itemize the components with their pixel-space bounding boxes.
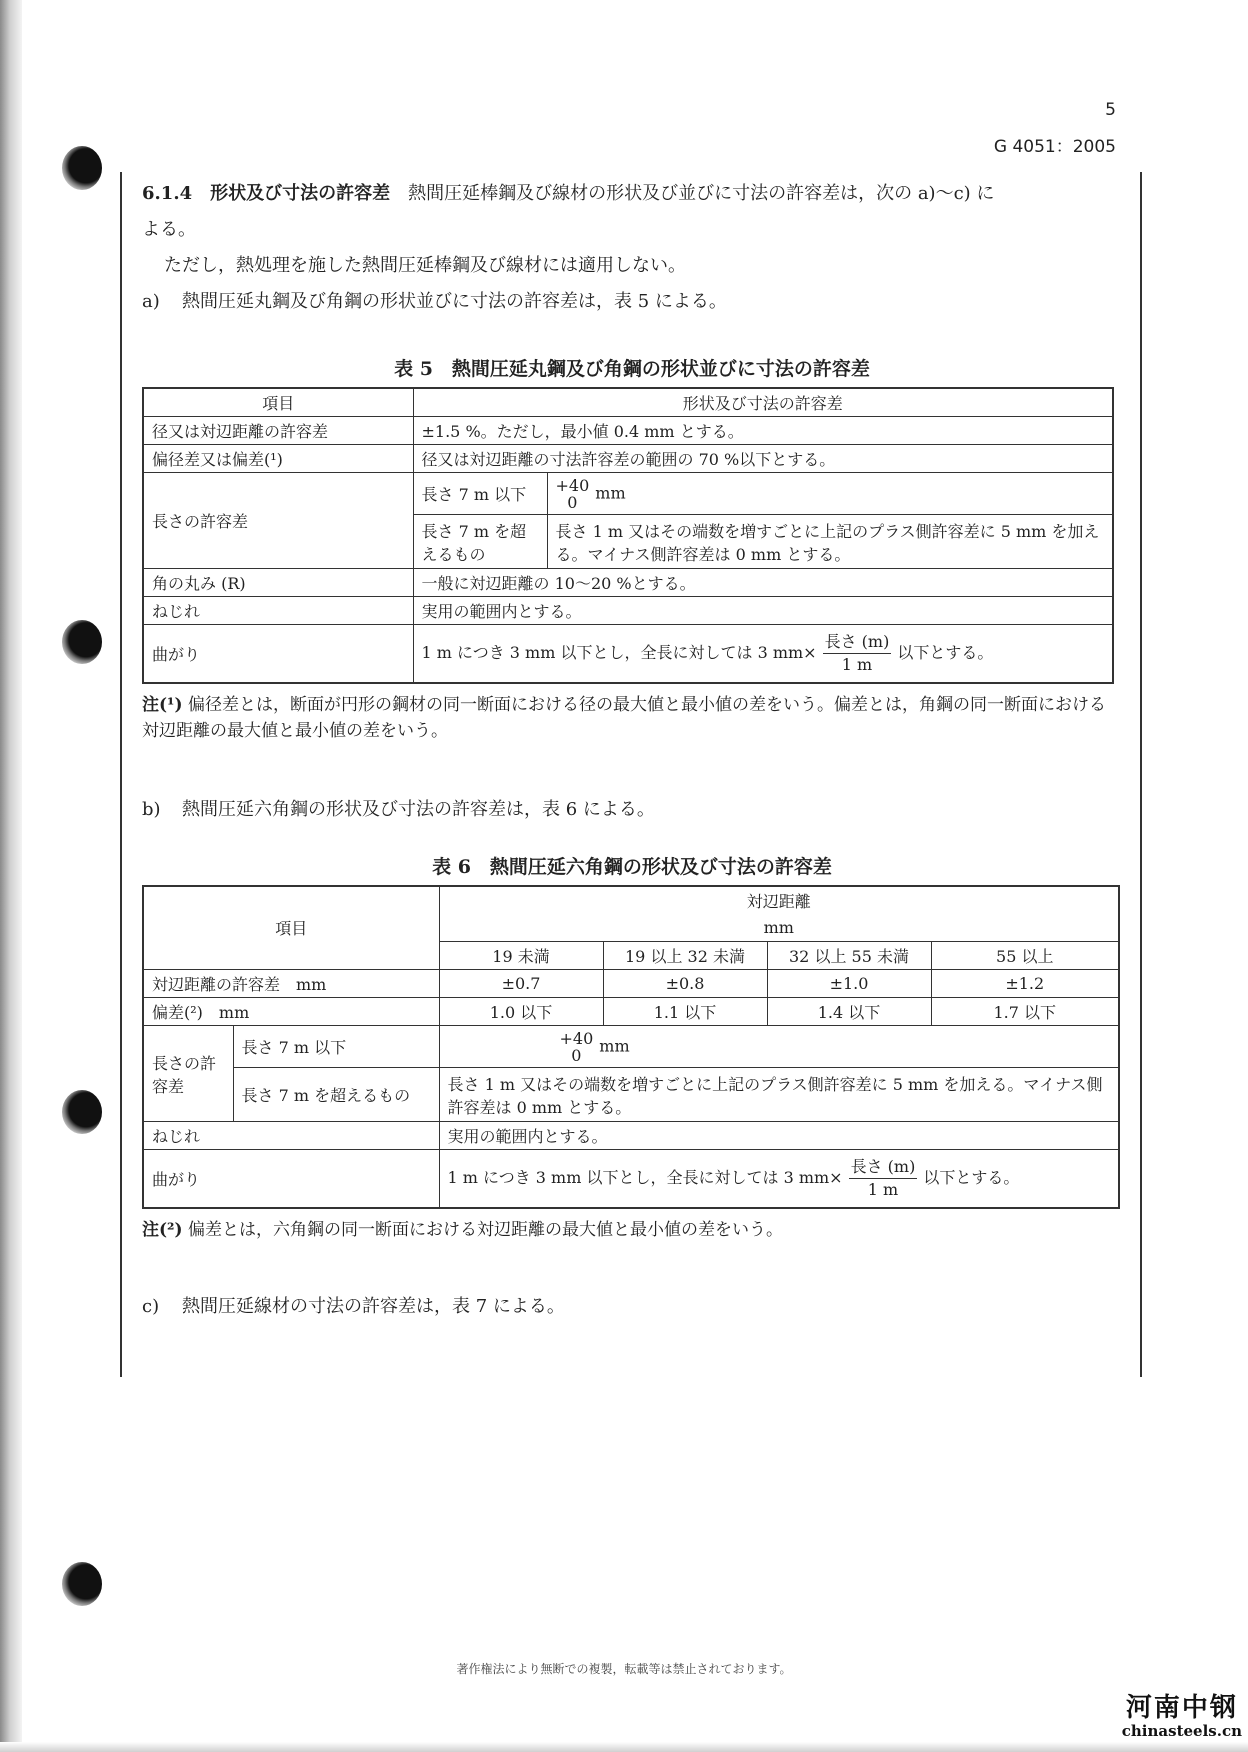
table5-diameter-item: 径又は対辺距離の許容差 [143,417,413,445]
table5-bend-value [413,625,1113,683]
clause-text-line2: よる。 [142,219,196,240]
punch-hole [62,620,102,664]
bend-text-pre: 1 m につき 3 mm 以下とし，全長に対しては 3 mm× [421,642,817,662]
punch-hole [62,1090,102,1134]
table-row [143,473,1113,515]
table6-twist-item: ねじれ [143,1122,439,1150]
table-cell: ±1.2 [931,970,1119,998]
clause-title: 形状及び寸法の許容差 [210,183,391,204]
tolerance-stack [560,1030,594,1064]
table5-length-sub2-value: 長さ 1 m 又はその端数を増すごとに上記のプラス側許容差に 5 mm を加える。マイナス側許容差は 0 mm とする。 [547,515,1113,569]
clause-exception: ただし，熱処理を施した熱間圧延棒鋼及び線材には適用しない。 [164,255,686,276]
note-text: 偏差とは，六角鋼の同一断面における対辺距離の最大値と最小値の差をいう。 [187,1219,783,1240]
copyright-footer: 著作権法により無断での複製，転載等は禁止されております。 [456,1662,792,1676]
table-cell: ±1.0 [767,970,931,998]
table5 [142,387,1114,684]
table6-bend-value [439,1150,1119,1208]
table-row [143,597,1113,625]
fraction-denominator: 1 m [867,1179,899,1199]
table-cell: 1.7 以下 [931,998,1119,1026]
table-row [143,569,1113,597]
table-row [143,1026,1119,1068]
clause-number: 6.1.4 [142,183,193,204]
table-row [143,998,1119,1026]
table-row [143,1122,1119,1150]
tolerance-stack [556,477,590,511]
page-binding-edge [0,0,22,1752]
table5-ovality-item: 偏径差又は偏差(¹) [143,445,413,473]
tolerance-plus: +40 [555,475,590,495]
item-b-text: 熱間圧延六角鋼の形状及び寸法の許容差は，表 6 による。 [182,798,655,820]
table5-note [142,692,1122,744]
item-c-label: c) [142,1295,160,1317]
table6-note [142,1217,1122,1243]
table-cell: 1.4 以下 [767,998,931,1026]
table5-header-item: 項目 [143,388,413,417]
table5-diameter-value: ±1.5 %。ただし，最小値 0.4 mm とする。 [413,417,1113,445]
fraction-numerator: 長さ (m) [849,1156,918,1179]
standard-code: G 4051：2005 [993,137,1116,157]
table5-length-sub1-label: 長さ 7 m 以下 [413,473,547,515]
size-class-header: 32 以上 55 未満 [767,942,931,970]
table6-header-distance: 対辺距離 [439,886,1119,914]
table6-header-unit: mm [439,914,1119,942]
tolerance-unit: mm [599,1036,630,1055]
size-class-header: 19 以上 32 未満 [603,942,767,970]
table5-header-tolerance: 形状及び寸法の許容差 [413,388,1113,417]
table-row [143,417,1113,445]
table6-length-sub1-value [439,1026,1119,1068]
table6-length-sub2-value: 長さ 1 m 又はその端数を増すごとに上記のプラス側許容差に 5 mm を加える。マイナス側許容差は 0 mm とする。 [439,1068,1119,1122]
fraction-denominator: 1 m [841,654,873,674]
table5-ovality-value: 径又は対辺距離の寸法許容差の範囲の 70 %以下とする。 [413,445,1113,473]
tolerance-unit: mm [595,483,626,502]
bend-text-post: 以下とする。 [897,642,994,662]
bend-text-post: 以下とする。 [923,1167,1020,1187]
page-bottom-edge [0,1742,1248,1752]
table-cell: 1.0 以下 [439,998,603,1026]
table6-deviation-item: 偏差(²) mm [143,998,439,1026]
size-class-header: 55 以上 [931,942,1119,970]
watermark [1122,1694,1242,1740]
table5-caption: 表 5 熱間圧延丸鋼及び角鋼の形状並びに寸法の許容差 [394,358,870,380]
item-b [142,792,1122,828]
table6-header-item: 項目 [143,886,439,970]
note-label: 注(²) [142,1219,183,1240]
table5-corner-value: 一般に対辺距離の 10～20 %とする。 [413,569,1113,597]
table6-tolerance-item: 対辺距離の許容差 mm [143,970,439,998]
watermark-site: chinasteels.cn [1121,1722,1242,1740]
item-a [142,284,1122,320]
page-number: 5 [1105,100,1116,120]
table-cell: ±0.7 [439,970,603,998]
table5-twist-item: ねじれ [143,597,413,625]
punch-hole [62,1562,102,1606]
tolerance-minus: 0 [571,1045,582,1065]
table6-twist-value: 実用の範囲内とする。 [439,1122,1119,1150]
table-row [143,625,1113,683]
main-content [142,176,1122,1325]
item-c [142,1289,1122,1325]
table6-caption: 表 6 熱間圧延六角鋼の形状及び寸法の許容差 [432,855,832,878]
item-a-text: 熱間圧延丸鋼及び角鋼の形状並びに寸法の許容差は，表 5 による。 [182,291,727,312]
table-row [143,1068,1119,1122]
note-text: 偏径差とは，断面が円形の鋼材の同一断面における径の最大値と最小値の差をいう。偏差とは，角鋼の同一断面における対辺距離の最大値と最小値の差をいう。 [142,694,1106,741]
bend-fraction [823,631,892,676]
table6-length-sub1-label: 長さ 7 m 以下 [233,1026,439,1068]
table5-header-row [143,388,1113,417]
bend-fraction [849,1156,918,1201]
table5-twist-value: 実用の範囲内とする。 [413,597,1113,625]
item-a-label: a) [142,291,160,312]
table6-length-sub2-label: 長さ 7 m を超えるもの [233,1068,439,1122]
table5-bend-item: 曲がり [143,625,413,683]
table5-length-sub2-label: 長さ 7 m を超えるもの [413,515,547,569]
size-class-header: 19 未満 [439,942,603,970]
table-cell: 1.1 以下 [603,998,767,1026]
punch-hole [62,146,102,190]
clause-paragraph [142,176,1122,248]
item-c-text: 熱間圧延線材の寸法の許容差は，表 7 による。 [182,1295,565,1317]
watermark-logo: 河南中钢 [1125,1693,1238,1723]
table-row [143,1150,1119,1208]
table6-bend-item: 曲がり [143,1150,439,1208]
table5-length-item: 長さの許容差 [143,473,413,569]
table6-header-row [143,886,1119,914]
left-margin-rule [120,172,122,1377]
table6-length-item: 長さの許容差 [143,1026,233,1122]
clause-text-line1: 熱間圧延棒鋼及び線材の形状及び並びに寸法の許容差は，次の a)～c) に [408,183,995,204]
item-b-label: b) [142,798,161,820]
table5-length-sub1-value [547,473,1113,515]
table5-corner-item: 角の丸み (R) [143,569,413,597]
tolerance-minus: 0 [567,492,578,512]
table-cell: ±0.8 [603,970,767,998]
table-row [143,445,1113,473]
note-label: 注(¹) [142,694,183,715]
fraction-numerator: 長さ (m) [823,631,892,654]
tolerance-plus: +40 [559,1028,594,1048]
bend-text-pre: 1 m につき 3 mm 以下とし，全長に対しては 3 mm× [447,1167,843,1187]
right-margin-rule [1140,172,1142,1377]
table6 [142,885,1120,1209]
table-row [143,970,1119,998]
